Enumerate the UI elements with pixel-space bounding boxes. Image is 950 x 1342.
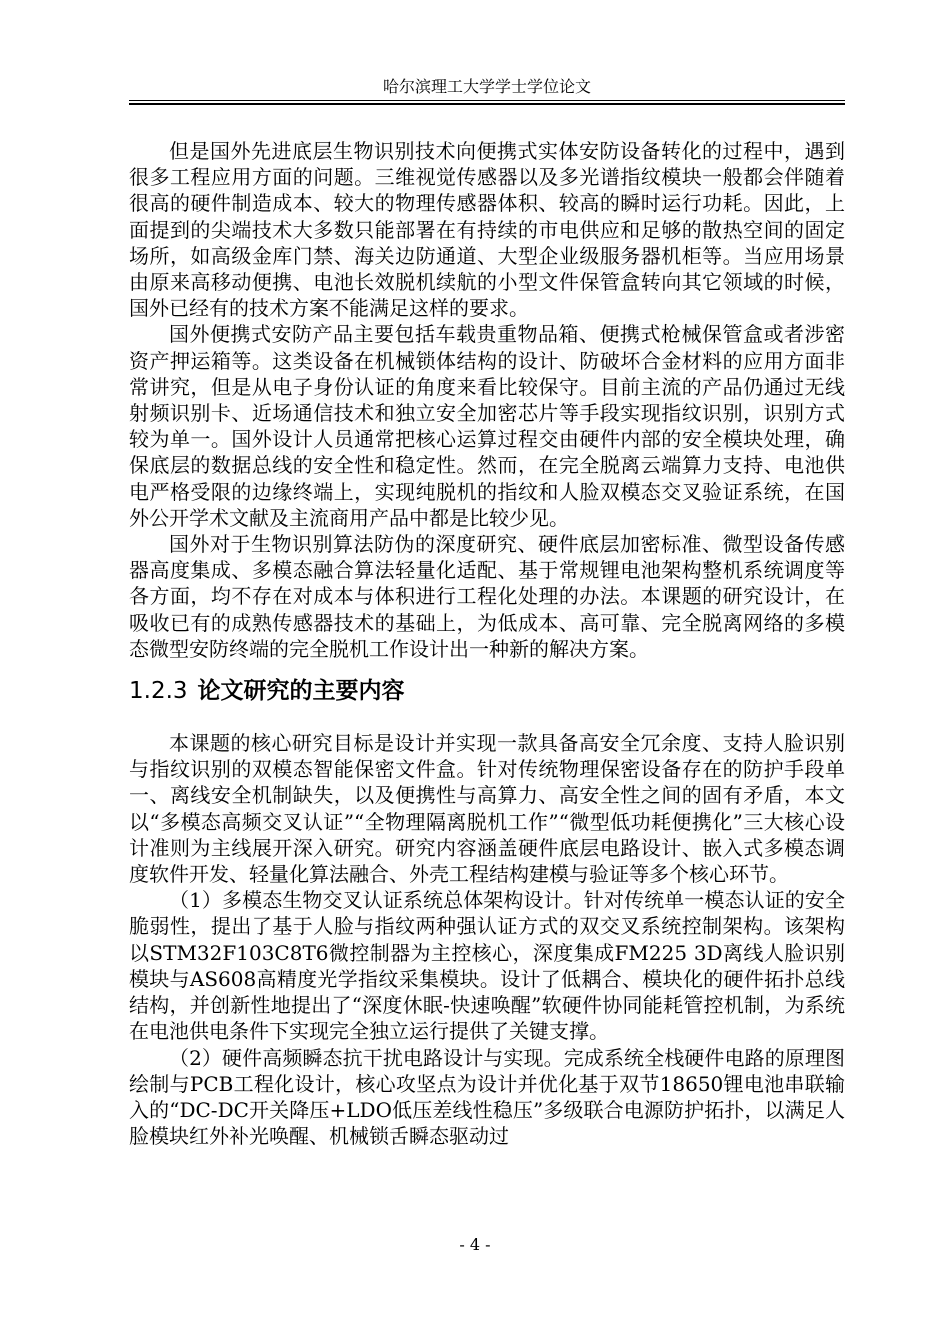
- document-body: [129, 138, 845, 1149]
- paragraph: 国外便携式安防产品主要包括车载贵重物品箱、便携式枪械保管盒或者涉密资产押运箱等。这类设备在机械锁体结构的设计、防破坏合金材料的应用方面非常讲究，但是从电子身份认证的角度来看比较保守。目前主流的产品仍通过无线射频识别卡、近场通信技术和独立安全加密芯片等手段实现指纹识别，识别方式较为单一。国外设计人员通常把核心运算过程交由硬件内部的安全模块处理，确保底层的数据总线的安全性和稳定性。然而，在完全脱离云端算力支持、电池供电严格受限的边缘终端上，实现纯脱机的指纹和人脸双模态交叉验证系统，在国外公开学术文献及主流商用产品中都是比较少见。: [129, 322, 845, 530]
- paragraph: 但是国外先进底层生物识别技术向便携式实体安防设备转化的过程中，遇到很多工程应用方面的问题。三维视觉传感器以及多光谱指纹模块一般都会伴随着很高的硬件制造成本、较大的物理传感器体积、较高的瞬时运行功耗。因此，上面提到的尖端技术大多数只能部署在有持续的市电供应和足够的散热空间的固定场所，如高级金库门禁、海关边防通道、大型企业级服务器机柜等。当应用场景由原来高移动便携、电池长效脱机续航的小型文件保管盒转向其它领域的时候，国外已经有的技术方案不能满足这样的要求。: [129, 139, 845, 321]
- paragraph: 国外对于生物识别算法防伪的深度研究、硬件底层加密标准、微型设备传感器高度集成、多模态融合算法轻量化适配、基于常规锂电池架构整机系统调度等各方面，均不存在对成本与体积进行工程化处理的办法。本课题的研究设计，在吸收已有的成熟传感器技术的基础上，为低成本、高可靠、完全脱离网络的多模态微型安防终端的完全脱机工作设计出一种新的解决方案。: [129, 532, 845, 661]
- section-number: 1.2.3: [129, 678, 188, 705]
- paragraph: （1）多模态生物交叉认证系统总体架构设计。针对传统单一模态认证的安全脆弱性，提出了基于人脸与指纹两种强认证方式的双交叉系统控制架构。该架构以STM32F103C8T6微控制器为主控核心，深度集成FM225 3D离线人脸识别模块与AS608高精度光学指纹采集模块。设计了低耦合、模块化的硬件拓扑总线结构，并创新性地提出了“深度休眠-快速唤醒”软硬件协同能耗管控机制，为系统在电池供电条件下实现完全独立运行提供了关键支撑。: [129, 888, 845, 1044]
- header-rule-thick: [129, 103, 845, 105]
- page-number: - 4 -: [459, 1235, 491, 1254]
- paragraph: （2）硬件高频瞬态抗干扰电路设计与实现。完成系统全栈硬件电路的原理图绘制与PCB工程化设计，核心攻坚点为设计并优化基于双节18650锂电池串联输入的“DC-DC开关降压+LDO低压差线性稳压”多级联合电源防护拓扑，以满足人脸模块红外补光唤醒、机械锁舌瞬态驱动过: [129, 1045, 845, 1149]
- running-header: 哈尔滨理工大学学士学位论文: [382, 77, 591, 96]
- section-heading: [129, 676, 845, 706]
- section-title: 论文研究的主要内容: [197, 678, 405, 705]
- header-rule-thin: [129, 100, 845, 101]
- paragraph: 本课题的核心研究目标是设计并实现一款具备高安全冗余度、支持人脸识别与指纹识别的双模态智能保密文件盒。针对传统物理保密设备存在的防护手段单一、离线安全机制缺失，以及便携性与高算力、高安全性之间的固有矛盾，本文以“多模态高频交叉认证”“全物理隔离脱机工作”“微型低功耗便携化”三大核心设计准则为主线展开深入研究。研究内容涵盖硬件底层电路设计、嵌入式多模态调度软件开发、轻量化算法融合、外壳工程结构建模与验证等多个核心环节。: [129, 731, 845, 887]
